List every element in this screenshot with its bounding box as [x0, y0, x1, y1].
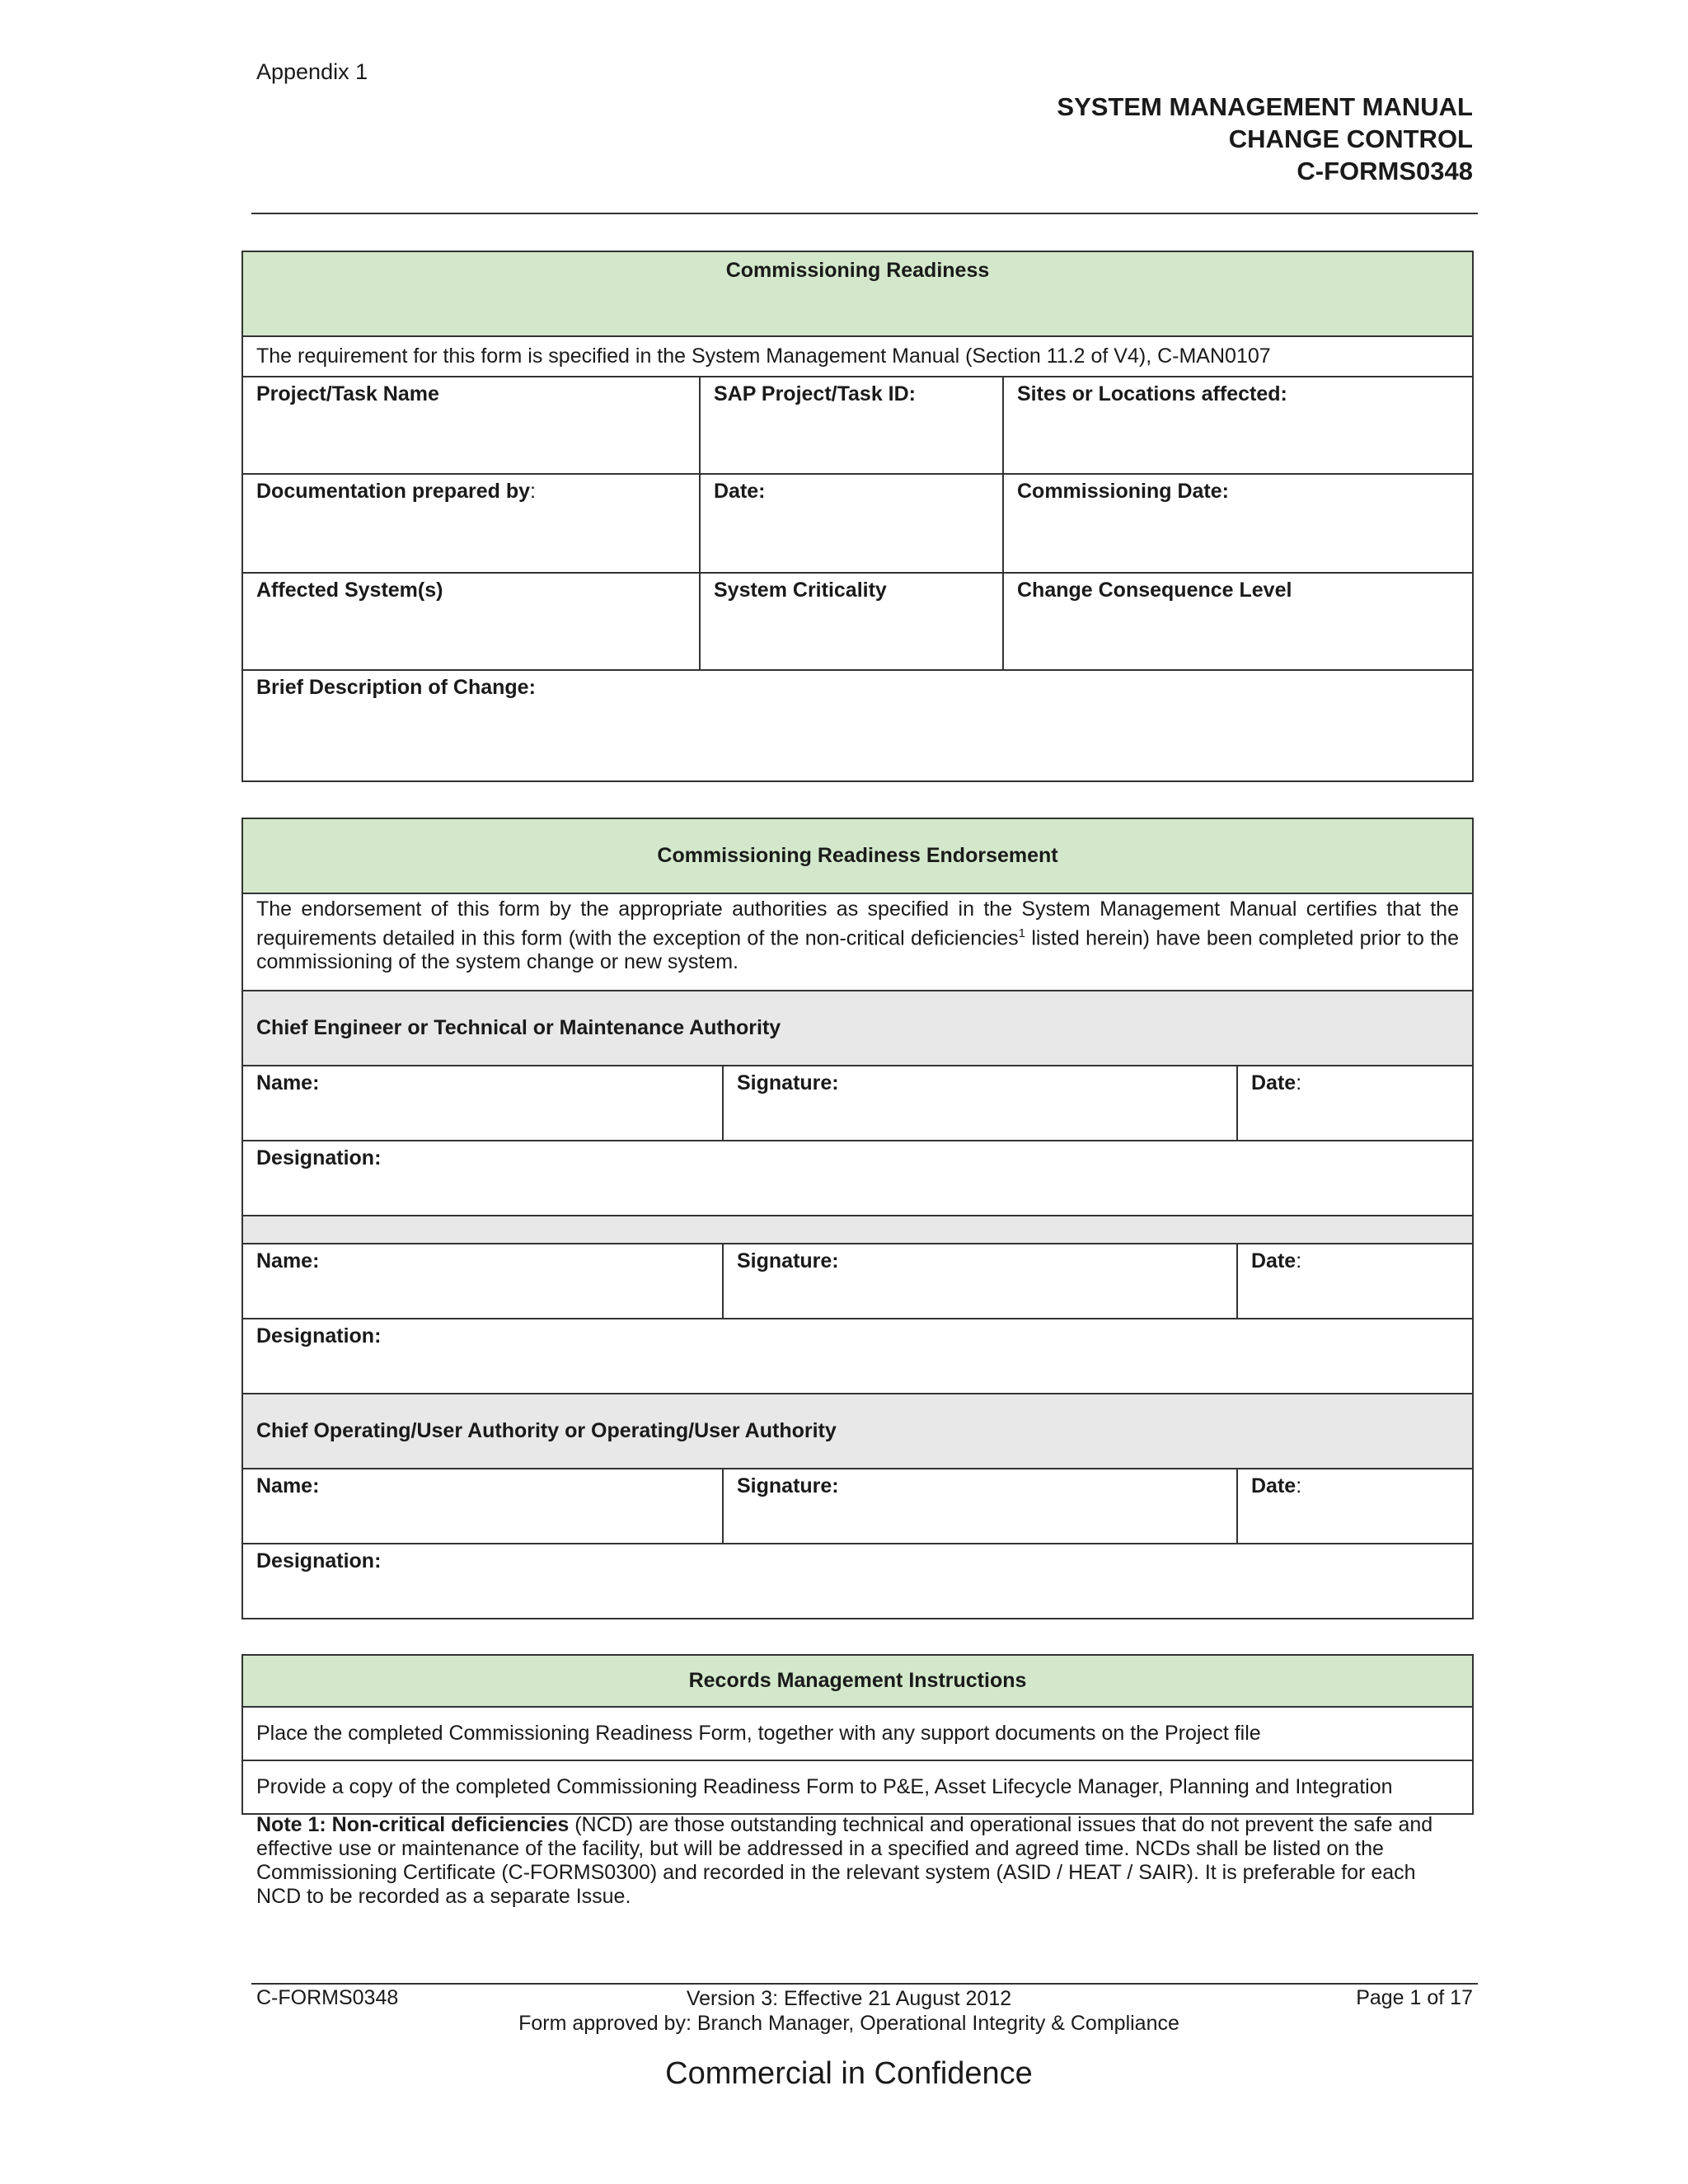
sites-label: Sites or Locations affected: — [1017, 382, 1287, 405]
brief-description-label: Brief Description of Change: — [256, 676, 536, 699]
name-field-2[interactable] — [242, 1244, 723, 1319]
commissioning-date-label: Commissioning Date: — [1017, 480, 1229, 503]
name-field-1[interactable] — [242, 1066, 723, 1141]
doc-prepared-colon: : — [530, 480, 536, 503]
designation-field-2[interactable] — [242, 1319, 1473, 1394]
footnote-ref: 1 — [1018, 926, 1025, 940]
header-divider — [251, 213, 1478, 214]
system-criticality-field[interactable] — [700, 573, 1003, 670]
designation-label: Designation: — [256, 1549, 382, 1572]
section-title: CHANGE CONTROL — [1228, 124, 1473, 153]
requirement-text: The requirement for this form is specified in the System Management Manual (Section 11.2 of V4), C-MAN0107 — [242, 336, 1473, 377]
system-criticality-label: System Criticality — [714, 579, 887, 602]
designation-field-1[interactable] — [242, 1141, 1473, 1216]
date-label — [1251, 1244, 1459, 1273]
date-field-3[interactable] — [1237, 1469, 1473, 1544]
date-field-2[interactable] — [1237, 1244, 1473, 1319]
records-item-2: Provide a copy of the completed Commissioning Readiness Form to P&E, Asset Lifecycle Manager, Planning and Integration — [242, 1760, 1473, 1814]
signature-label: Signature: — [737, 1474, 839, 1497]
footer-version: Version 3: Effective 21 August 2012 — [686, 1987, 1012, 2010]
change-consequence-label: Change Consequence Level — [1017, 579, 1292, 602]
footer-center — [495, 1986, 1203, 2036]
doc-prepared-by-text: Documentation prepared by — [256, 480, 530, 503]
date-label-text: Date — [1251, 1474, 1296, 1497]
doc-prepared-by-label — [256, 475, 686, 504]
document-header — [1057, 91, 1473, 187]
endorsement-table — [241, 818, 1474, 1619]
appendix-label: Appendix 1 — [256, 59, 368, 84]
designation-label: Designation: — [256, 1146, 382, 1169]
signature-field-1[interactable] — [723, 1066, 1237, 1141]
affected-systems-field[interactable] — [242, 573, 700, 670]
signature-label: Signature: — [737, 1071, 839, 1094]
date-label-text: Date — [1251, 1249, 1296, 1272]
date-field[interactable] — [700, 474, 1003, 573]
project-task-name-field[interactable] — [242, 377, 700, 474]
note-text: (NCD) are those outstanding technical and operational issues that do not prevent the safe and effective use or maintenance of the facility, but will be addressed in a specified and agreed time. NCDs shall be listed on the Commissioning Certificate (C-FORMS0300) and recorded in the relevant system (ASID / HEAT / SAIR). It is preferable for each NCD to be recorded as a separate Issue. — [256, 1813, 1433, 1908]
section-chief-operating: Chief Operating/User Authority or Operating/User Authority — [242, 1394, 1473, 1469]
signature-label: Signature: — [737, 1249, 839, 1272]
signature-field-3[interactable] — [723, 1469, 1237, 1544]
confidentiality-label: Commercial in Confidence — [665, 2056, 1033, 2091]
change-consequence-field[interactable] — [1003, 573, 1473, 670]
form-title: Commissioning Readiness — [242, 251, 1473, 336]
footnote — [256, 1813, 1450, 1909]
note-prefix: Note 1: Non-critical deficiencies — [256, 1813, 570, 1836]
designation-label: Designation: — [256, 1324, 382, 1347]
date-field-1[interactable] — [1237, 1066, 1473, 1141]
spacer-row — [242, 1216, 1473, 1244]
records-management-table — [241, 1654, 1474, 1815]
designation-field-3[interactable] — [242, 1544, 1473, 1619]
signature-field-2[interactable] — [723, 1244, 1237, 1319]
records-item-1: Place the completed Commissioning Readiness Form, together with any support documents on the Project file — [242, 1707, 1473, 1760]
date-label-text: Date — [1251, 1071, 1296, 1094]
name-label: Name: — [256, 1249, 320, 1272]
sap-id-label: SAP Project/Task ID: — [714, 382, 916, 405]
manual-title: SYSTEM MANAGEMENT MANUAL — [1057, 92, 1473, 121]
records-title: Records Management Instructions — [242, 1655, 1473, 1707]
footer-approved-by: Form approved by: Branch Manager, Operational Integrity & Compliance — [518, 2012, 1179, 2035]
endorsement-text-part1: The endorsement of this form by the appropriate authorities as specified in the System Management Manual certifies that the requirements detailed in this form (with the exception of the non-critical deficiencies — [256, 898, 1459, 950]
date-label: Date: — [714, 480, 766, 503]
footer-form-id: C-FORMS0348 — [256, 1986, 399, 2009]
date-colon: : — [1296, 1071, 1302, 1094]
endorsement-text-part2: listed herein) have been completed prior to the commissioning of the system change or new system. — [256, 926, 1459, 974]
affected-systems-label: Affected System(s) — [256, 579, 443, 602]
commissioning-readiness-table — [241, 251, 1474, 782]
section-chief-engineer: Chief Engineer or Technical or Maintenance Authority — [242, 991, 1473, 1066]
date-colon: : — [1296, 1249, 1302, 1272]
name-field-3[interactable] — [242, 1469, 723, 1544]
footer-page-number: Page 1 of 17 — [1356, 1986, 1473, 2009]
sites-field[interactable] — [1003, 377, 1473, 474]
project-task-name-label: Project/Task Name — [256, 382, 439, 405]
date-label — [1251, 1066, 1459, 1095]
doc-prepared-by-field[interactable] — [242, 474, 700, 573]
date-colon: : — [1296, 1474, 1302, 1497]
name-label: Name: — [256, 1474, 320, 1497]
endorsement-title: Commissioning Readiness Endorsement — [242, 818, 1473, 893]
brief-description-field[interactable] — [242, 670, 1473, 781]
date-label — [1251, 1469, 1459, 1498]
endorsement-paragraph — [242, 893, 1473, 991]
commissioning-date-field[interactable] — [1003, 474, 1473, 573]
form-code: C-FORMS0348 — [1296, 157, 1473, 185]
name-label: Name: — [256, 1071, 320, 1094]
footer-divider — [251, 1983, 1478, 1985]
sap-id-field[interactable] — [700, 377, 1003, 474]
